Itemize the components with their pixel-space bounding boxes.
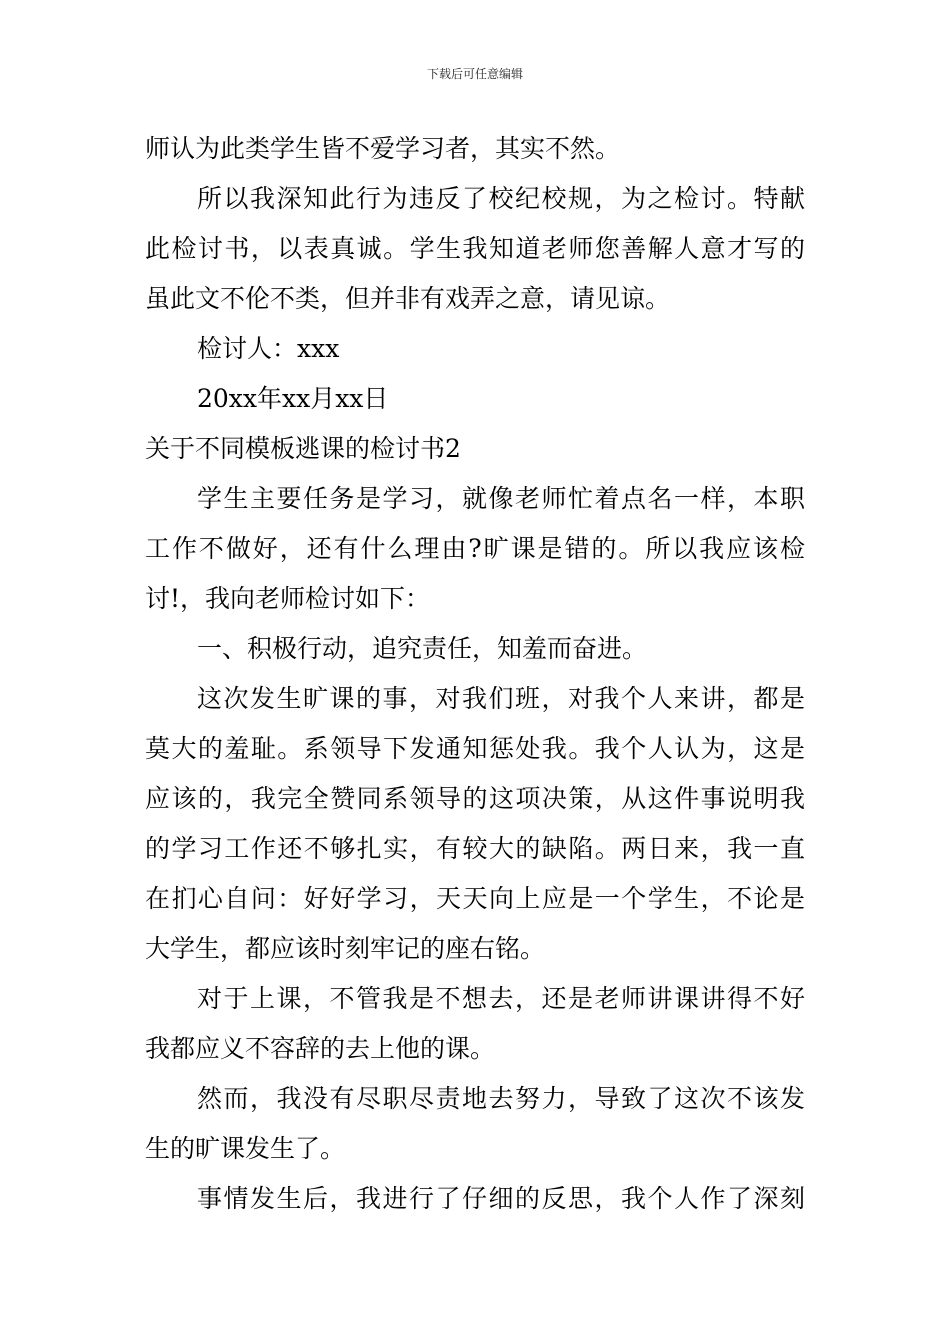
- text-line: 然而，我没有尽职尽责地去努力，导致了这次不该发: [197, 1084, 805, 1113]
- text-line: 大学生，都应该时刻牢记的座右铭。: [145, 934, 546, 963]
- text-line: 所以我深知此行为违反了校纪校规，为之检讨。特献: [197, 184, 805, 213]
- text-line: 师认为此类学生皆不爱学习者，其实不然。: [145, 134, 621, 163]
- text-line: 这次发生旷课的事，对我们班，对我个人来讲，都是: [197, 684, 805, 713]
- text-line: 生的旷课发生了。: [145, 1134, 346, 1163]
- text-line: 关于不同模板逃课的检讨书2: [145, 434, 461, 463]
- text-line: 虽此文不伦不类，但并非有戏弄之意，请见谅。: [145, 284, 671, 313]
- text-line: 讨!，我向老师检讨如下：: [145, 584, 431, 613]
- page-header: 下载后可任意编辑: [426, 67, 523, 81]
- text-line: 工作不做好，还有什么理由?旷课是错的。所以我应该检: [145, 534, 805, 563]
- text-line: 此检讨书，以表真诚。学生我知道老师您善解人意才写的: [145, 234, 805, 263]
- text-line: 事情发生后，我进行了仔细的反思，我个人作了深刻: [197, 1184, 805, 1213]
- document-body: [145, 124, 805, 1224]
- text-line: 一、积极行动，追究责任，知羞而奋进。: [197, 634, 648, 663]
- text-line: 在扪心自问：好好学习，天天向上应是一个学生，不论是: [145, 884, 805, 913]
- text-line: 检讨人：xxx: [197, 334, 340, 363]
- text-line: 我都应义不容辞的去上他的课。: [145, 1034, 496, 1063]
- text-line: 20xx年xx月xx日: [197, 384, 389, 413]
- text-line: 对于上课，不管我是不想去，还是老师讲课讲得不好: [197, 984, 805, 1013]
- text-line: 莫大的羞耻。系领导下发通知惩处我。我个人认为，这是: [145, 734, 805, 763]
- text-line: 应该的，我完全赞同系领导的这项决策，从这件事说明我: [145, 784, 805, 813]
- text-line: 的学习工作还不够扎实，有较大的缺陷。两日来，我一直: [145, 834, 805, 863]
- text-line: 学生主要任务是学习，就像老师忙着点名一样，本职: [197, 484, 805, 513]
